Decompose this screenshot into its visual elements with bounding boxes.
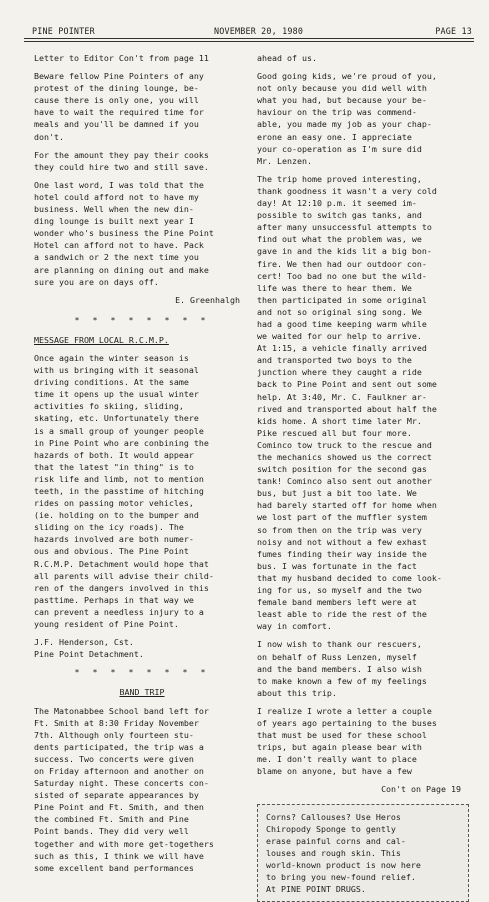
advertisement-text: Corns? Callouses? Use Heros Chiropody Sponge to gently erase painful corns and cal- louses and rough skin. This world-known product is now here to bring you new-found relief. At PINE POINT DRUGS. — [266, 811, 421, 895]
left-column — [34, 52, 250, 880]
band-trip-paragraph: I now wish to thank our rescuers, on behalf of Russ Lenzen, myself and the band members. I also wish to make known a few of my feelings about this trip. — [257, 639, 427, 698]
letter-signature: E. Greenhalgh — [175, 294, 240, 305]
advertisement-box — [257, 804, 469, 902]
letter-continuation-heading: Letter to Editor Con't from page 11 — [34, 53, 209, 63]
page-number: PAGE 13 — [435, 26, 472, 36]
right-column — [257, 52, 469, 902]
band-trip-paragraph: I realize I wrote a letter a couple of years ago pertaining to the buses that must be used for these school trips, but again please bear with me. I don't really want to place blame on anyone, but have a few — [257, 705, 437, 777]
section-separator: * * * * * * * * — [74, 314, 210, 325]
issue-date: NOVEMBER 20, 1980 — [214, 26, 304, 36]
continued-note: Con't on Page 19 — [381, 784, 461, 795]
section-separator: * * * * * * * * — [74, 667, 210, 678]
band-trip-heading: BAND TRIP — [119, 687, 165, 698]
letter-paragraph: Beware fellow Pine Pointers of any protest of the dining lounge, be- cause there is only one, you will have to wait the required time for meals and you'll be damned if you don't. — [34, 71, 204, 142]
rcmp-signature: J.F. Henderson, Cst. Pine Point Detachment. — [34, 637, 144, 660]
letter-paragraph: One last word, I was told that the hotel could afford not to have my business. Well when the new din- ding lounge is built next year I wonder who's business the Pine Point Hotel can afford not to have. Pack a sandwich or 2 the next time you are planning on dining out and make sure you are on days off. — [34, 179, 214, 287]
publication-name: PINE POINTER — [32, 26, 95, 36]
header-rule-bottom — [24, 41, 474, 42]
header-rule-top — [24, 38, 474, 39]
band-trip-paragraph: Good going kids, we're proud of you, not only because you did well with what you had, but because your be- haviour on the trip was commend- able, you made my job as your chap- erone an easy one. I appreciate your co-operation as I'm sure did Mr. Lenzen. — [257, 71, 437, 166]
letter-paragraph: For the amount they pay their cooks they could hire two and still save. — [34, 149, 209, 172]
band-trip-text: The Matonabbee School band left for Ft. Smith at 8:30 Friday November 7th. Although only fourteen stu- dents participated, the trip was a success. Two concerts were given on Friday afternoon and another on Saturday night. These concerts con- sisted of separate appearances by Pine Point and Ft. Smith, and then the combined Ft. Smith and Pine Point bands. They did very well together and with more get-togethers such as this, I think we will have some excellent band performances — [34, 705, 214, 873]
band-trip-continuation: ahead of us. — [257, 53, 317, 63]
rcmp-heading: MESSAGE FROM LOCAL R.C.M.P. — [34, 334, 169, 345]
rcmp-message: Once again the winter season is with us bringing with it seasonal driving conditions. At the same time it opens up the usual winter activities fo skiing, sliding, skating, etc. Unfortunately there is a small group of younger people in Pine Point who are conbining the hazards of both. It would appear that the latest "in thing" is to risk life and limb, not to mention teeth, in the passtime of hitching rides on passing motor vehicles, (ie. holding on to the bumper and sliding on the icy roads). The hazards involved are both numer- ous and obvious. The Pine Point R.C.M.P. Detachment would hope that all parents will advise their child- ren of the dangers involved in this pasttime. Perhaps in that way we can prevent a needless injury to a young resident of Pine Point. — [34, 352, 214, 630]
band-trip-paragraph: The trip home proved interesting, thank goodness it wasn't a very cold day! At 12:10 p.m. it seemed im- possible to switch gas tanks, and after many unsuccessful attempts to find out what the problem was, we gave in and the kids lit a big bon- fire. We then had our outdoor con- cert! Too bad no one but the wild- life was there to hear them. We then participated in some original and not so original sing song. We had a good time keeping warm while we waited for our help to arrive. At 1:15, a vehicle finally arrived and transported two boys to the junction where they caught a ride back to Pine Point and sent out some help. At 3:40, Mr. C. Faulkner ar- rived and transported about half the kids home. A short time later Mr. Pike rescued all but four more. Cominco tow truck to the rescue and the mechanics showed us the correct switch position for the second gas tank! Cominco also sent out another bus, but just a bit too late. We had barely started off for home when we lost part of the muffler system so from then on the trip was very noisy and not without a few exhast fumes finding their way inside the bus. I was fortunate in the fact that my husband decided to come look- ing for us, so myself and the two female band members left were at least able to ride the rest of the way in comfort. — [257, 173, 442, 632]
